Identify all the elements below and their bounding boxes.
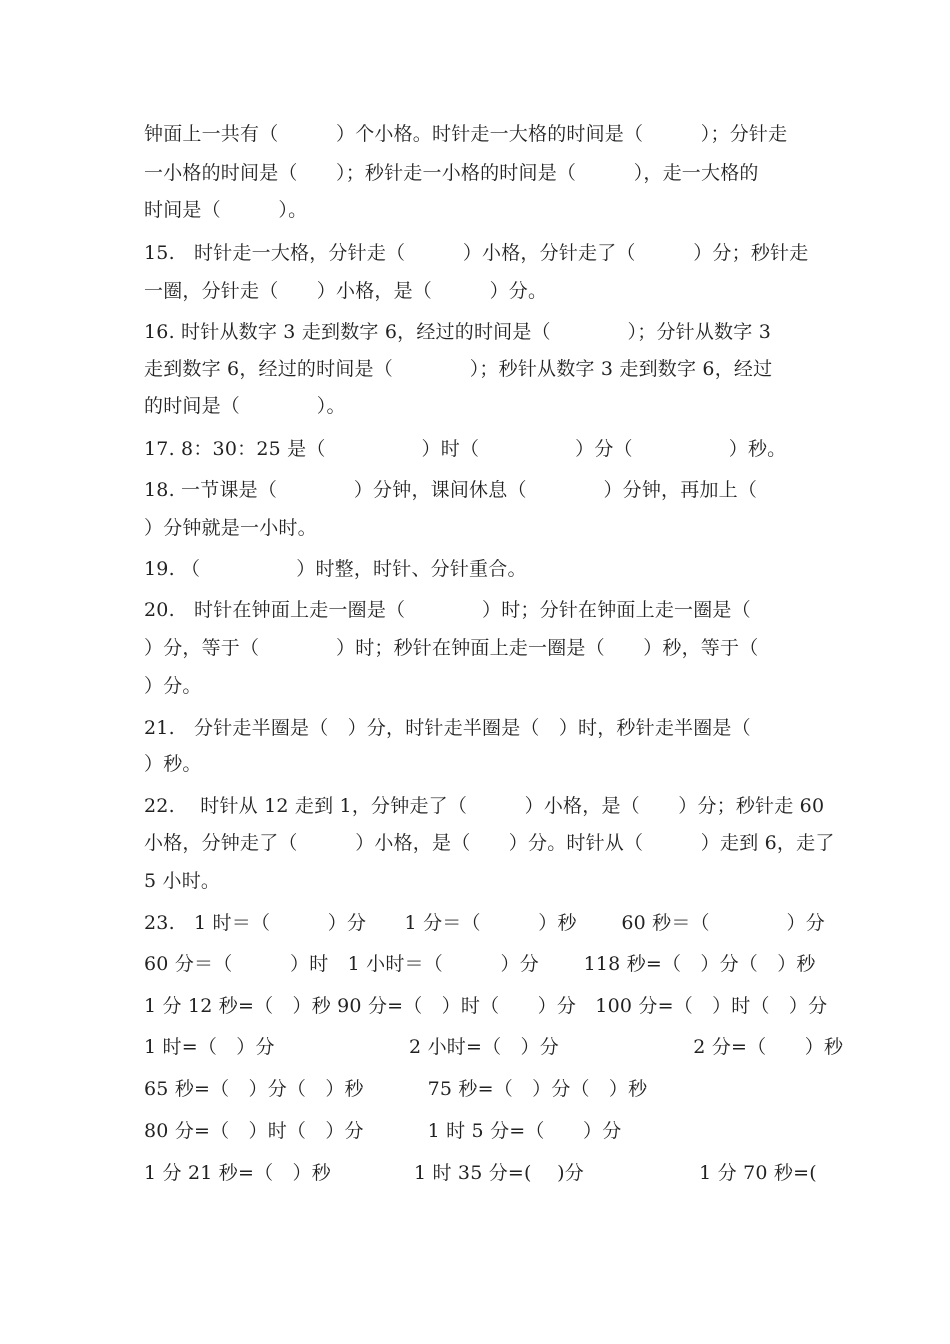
text-line: 小格，分钟走了（ ）小格，是（ ）分。时针从（ ）走到 6，走了 [144,832,835,854]
text-line: 的时间是（ ）。 [144,395,346,417]
text-line: ）分。 [144,675,202,697]
question-19: 19. （ ）时整，时针、分针重合。 [144,558,527,580]
question-20: 20. 时针在钟面上走一圈是（ ）时；分针在钟面上走一圈是（ [144,599,751,621]
conversion-row: 80 分=（ ）时（ ）分 1 时 5 分=（ ）分 [144,1120,622,1142]
conversion-row: 1 分 12 秒=（ ）秒 90 分=（ ）时（ ）分 100 分=（ ）时（ ）分 [144,995,828,1017]
question-21: 21. 分针走半圈是（ ）分，时针走半圈是（ ）时，秒针走半圈是（ [144,717,751,739]
conversion-row: 65 秒=（ ）分（ ）秒 75 秒=（ ）分（ ）秒 [144,1078,648,1100]
question-16: 16. 时针从数字 3 走到数字 6，经过的时间是（ ）；分针从数字 3 [144,321,771,343]
text-line: ）秒。 [144,753,202,775]
conversion-row: 1 时=（ ）分 2 小时=（ ）分 2 分=（ ）秒 [144,1036,844,1058]
text-line: 钟面上一共有（ ）个小格。时针走一大格的时间是（ ）；分针走 [144,123,788,145]
text-line: ）分，等于（ ）时；秒针在钟面上走一圈是（ ）秒，等于（ [144,637,759,659]
question-18: 18. 一节课是（ ）分钟，课间休息（ ）分钟，再加上（ [144,479,758,501]
text-line: 一圈，分针走（ ）小格，是（ ）分。 [144,280,548,302]
question-15: 15. 时针走一大格，分针走（ ）小格，分针走了（ ）分；秒针走 [144,242,809,264]
text-line: 走到数字 6，经过的时间是（ ）；秒针从数字 3 走到数字 6，经过 [144,358,773,380]
text-line: 时间是（ ）。 [144,199,308,221]
text-line: 一小格的时间是（ ）；秒针走一小格的时间是（ ），走一大格的 [144,162,759,184]
conversion-row: 60 分＝（ ）时 1 小时＝（ ）分 118 秒=（ ）分（ ）秒 [144,953,816,975]
text-line: 5 小时。 [144,870,221,892]
question-23: 23. 1 时＝（ ）分 1 分＝（ ）秒 60 秒＝（ ）分 [144,912,825,934]
question-17: 17. 8：30：25 是（ ）时（ ）分（ ）秒。 [144,438,787,460]
text-line: ）分钟就是一小时。 [144,517,317,539]
question-22: 22. 时针从 12 走到 1，分钟走了（ ）小格，是（ ）分；秒针走 60 [144,795,825,817]
conversion-row: 1 分 21 秒=（ ）秒 1 时 35 分=( )分 1 分 70 秒=( [144,1162,817,1184]
